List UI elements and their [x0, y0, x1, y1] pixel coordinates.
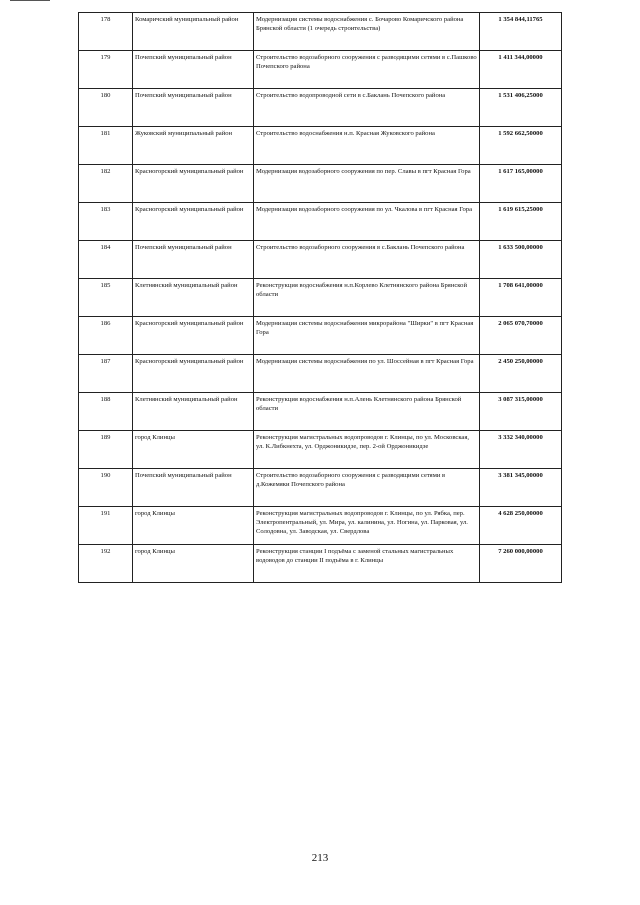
- row-number: 179: [79, 51, 133, 89]
- row-number: 182: [79, 165, 133, 203]
- table-row: [79, 279, 562, 317]
- row-number: 187: [79, 355, 133, 393]
- project-cell: Реконструкция водоснабжения н.п.Алень Клетнянского района Брянской области: [254, 393, 480, 431]
- district-cell: Почепский муниципальный район: [133, 241, 254, 279]
- row-number: 178: [79, 13, 133, 51]
- amount-cell: 1 633 500,00000: [480, 241, 562, 279]
- amount-cell: 3 381 345,00000: [480, 469, 562, 507]
- district-cell: Клетнянский муниципальный район: [133, 279, 254, 317]
- amount-cell: 1 411 344,00000: [480, 51, 562, 89]
- row-number: 188: [79, 393, 133, 431]
- table-row: [79, 507, 562, 545]
- page-number: 213: [311, 852, 329, 864]
- table-row: [79, 431, 562, 469]
- amount-cell: 3 332 340,00000: [480, 431, 562, 469]
- district-cell: город Клинцы: [133, 507, 254, 545]
- amount-cell: 7 260 000,00000: [480, 545, 562, 583]
- amount-cell: 2 065 070,70000: [480, 317, 562, 355]
- district-cell: Красногорский муниципальный район: [133, 355, 254, 393]
- amount-cell: 1 354 844,11765: [480, 13, 562, 51]
- row-number: 181: [79, 127, 133, 165]
- project-cell: Реконструкция станции I подъёма с заменой стальных магистральных водоводов до станции II подъёма в г. Клинцы: [254, 545, 480, 583]
- row-number: 192: [79, 545, 133, 583]
- row-number: 191: [79, 507, 133, 545]
- table-row: [79, 469, 562, 507]
- registry-table: [78, 12, 562, 583]
- table-row: [79, 393, 562, 431]
- project-cell: Модернизация системы водоснабжения по ул. Шоссейная в пгт Красная Гора: [254, 355, 480, 393]
- project-cell: Реконструкция магистральных водопроводов г. Клинцы, по ул. Рябка, пер. Электропентральный, ул. Мира, ул. калинина, ул. Ногина, ул. Парковая, ул. Солодовна, ул. Заводская, ул. Свердлова: [254, 507, 480, 545]
- district-cell: Жуковский муниципальный район: [133, 127, 254, 165]
- district-cell: Клетнянский муниципальный район: [133, 393, 254, 431]
- amount-cell: 1 531 406,25000: [480, 89, 562, 127]
- table-row: [79, 165, 562, 203]
- project-cell: Модернизация водозаборного сооружения по пер. Славы в пгт Красная Гора: [254, 165, 480, 203]
- district-cell: город Клинцы: [133, 431, 254, 469]
- district-cell: город Клинцы: [133, 545, 254, 583]
- amount-cell: 1 708 641,00000: [480, 279, 562, 317]
- top-rule: [10, 0, 50, 1]
- table-row: [79, 203, 562, 241]
- project-cell: Строительство водозаборного сооружения в с.Баклань Почепского района: [254, 241, 480, 279]
- district-cell: Почепский муниципальный район: [133, 89, 254, 127]
- table-row: [79, 241, 562, 279]
- project-cell: Модернизация системы водоснабжения микрорайона "Ширки" в пгт Красная Гора: [254, 317, 480, 355]
- table-row: [79, 127, 562, 165]
- project-cell: Строительство водоснабжения н.п. Красная Жуковского района: [254, 127, 480, 165]
- amount-cell: 2 450 250,00000: [480, 355, 562, 393]
- amount-cell: 1 592 662,50000: [480, 127, 562, 165]
- table-row: [79, 13, 562, 51]
- table-row: [79, 89, 562, 127]
- district-cell: Комаричский муниципальный район: [133, 13, 254, 51]
- project-cell: Реконструкция магистральных водопроводов г. Клинцы, по ул. Московская, ул. К.Либкнехта, ул. Орджоникидзе, пер. 2-ой Орджоникидзе: [254, 431, 480, 469]
- district-cell: Красногорский муниципальный район: [133, 317, 254, 355]
- row-number: 190: [79, 469, 133, 507]
- project-cell: Реконструкция водоснабжения н.п.Корлево Клетнянского района Брянской области: [254, 279, 480, 317]
- row-number: 183: [79, 203, 133, 241]
- district-cell: Красногорский муниципальный район: [133, 165, 254, 203]
- row-number: 184: [79, 241, 133, 279]
- project-cell: Модернизация системы водоснабжения с. Бочарово Комаричского района Брянской области (1 очередь строительства): [254, 13, 480, 51]
- district-cell: Красногорский муниципальный район: [133, 203, 254, 241]
- table-row: [79, 355, 562, 393]
- table-row: [79, 545, 562, 583]
- project-cell: Строительство водозаборного сооружения с разводящими сетями в д.Кожемяки Почепского района: [254, 469, 480, 507]
- amount-cell: 1 619 615,25000: [480, 203, 562, 241]
- project-cell: Строительство водозаборного сооружения с разводящими сетями в с.Пашково Почепского района: [254, 51, 480, 89]
- project-cell: Строительство водопроводной сети в с.Баклань Почепского района: [254, 89, 480, 127]
- row-number: 185: [79, 279, 133, 317]
- row-number: 180: [79, 89, 133, 127]
- amount-cell: 4 628 250,00000: [480, 507, 562, 545]
- amount-cell: 3 087 315,00000: [480, 393, 562, 431]
- district-cell: Почепский муниципальный район: [133, 51, 254, 89]
- table-row: [79, 51, 562, 89]
- table-row: [79, 317, 562, 355]
- row-number: 189: [79, 431, 133, 469]
- project-cell: Модернизация водозаборного сооружения по ул. Чкалова в пгт Красная Гора: [254, 203, 480, 241]
- registry-table-body: [79, 13, 562, 583]
- district-cell: Почепский муниципальный район: [133, 469, 254, 507]
- row-number: 186: [79, 317, 133, 355]
- amount-cell: 1 617 165,00000: [480, 165, 562, 203]
